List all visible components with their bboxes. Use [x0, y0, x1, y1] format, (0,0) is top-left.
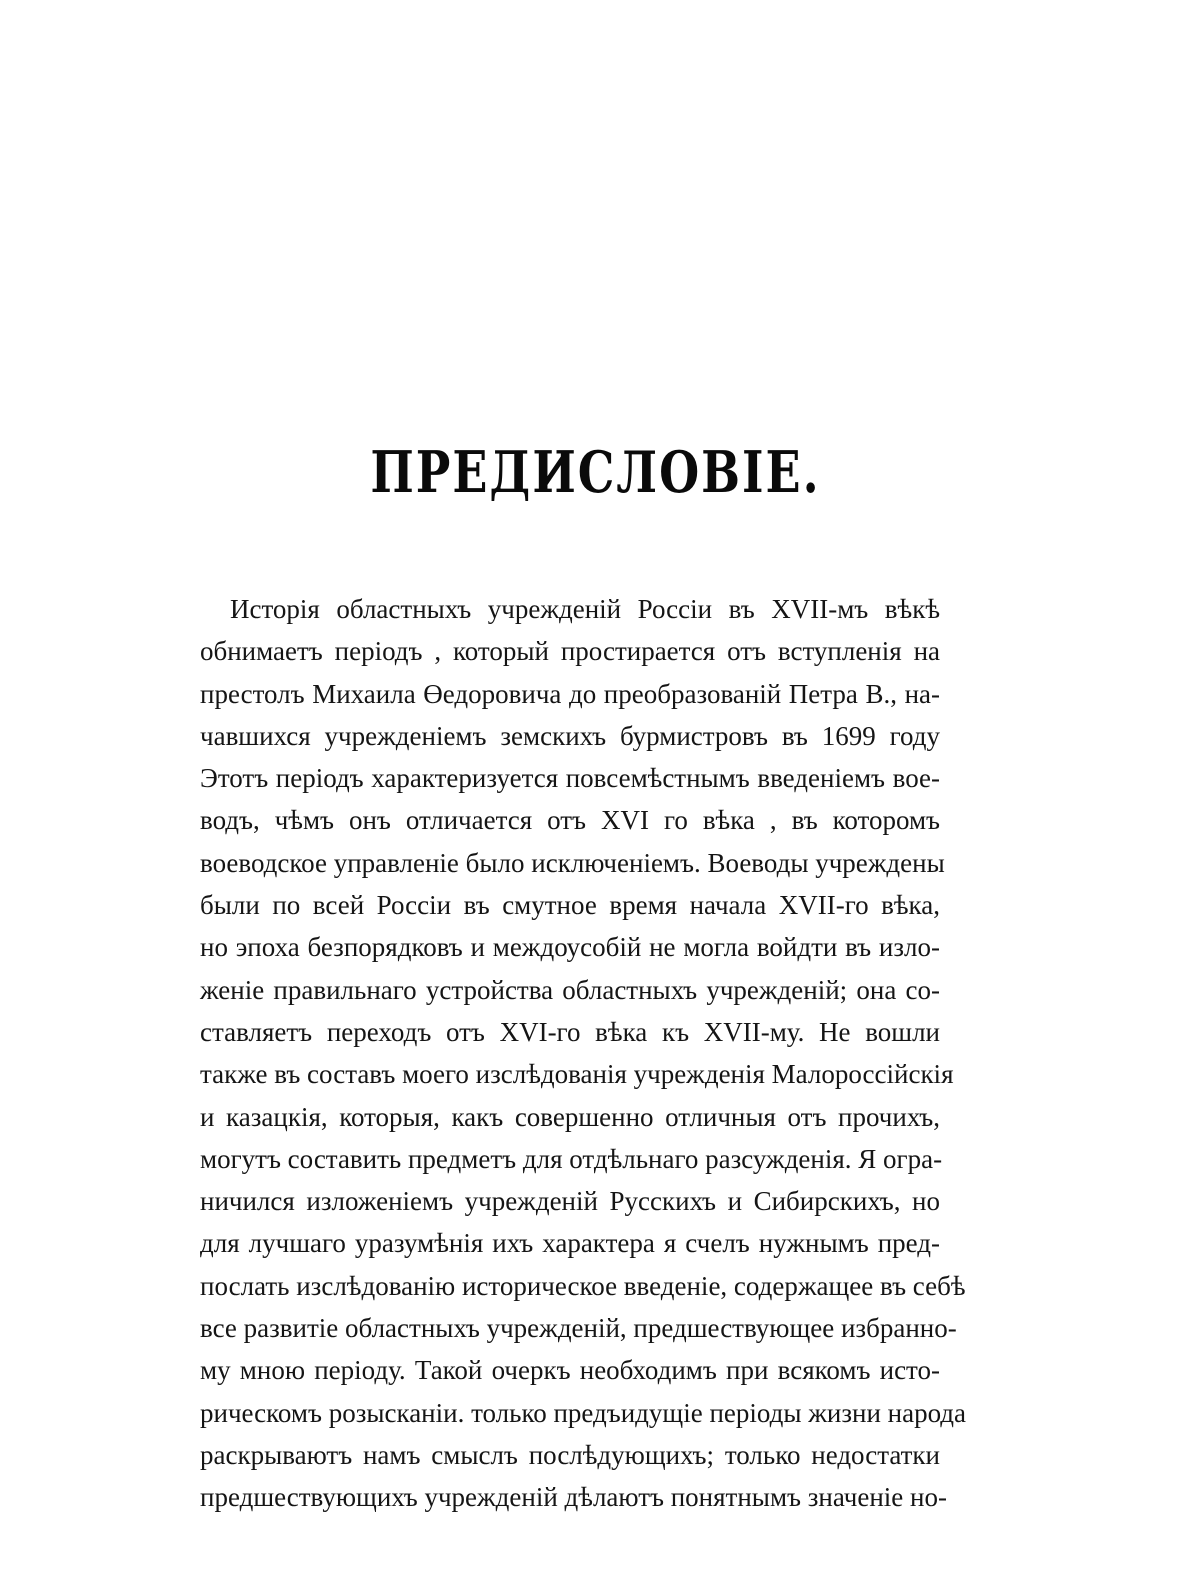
text-line: Исторія областныхъ учрежденій Россіи въ XVII-мъ вѣкѣ [230, 594, 940, 624]
text-line: воеводское управленіе было исключеніемъ. Воеводы учреждены [200, 847, 945, 878]
text-line: предшествующихъ учрежденій дѣлаютъ понятнымъ значеніе но- [200, 1482, 947, 1513]
text-line: также въ составъ моего изслѣдованія учрежденія Малороссійскія [200, 1059, 954, 1090]
text-line: и казацкія, которыя, какъ совершенно отличныя отъ прочихъ, [200, 1101, 940, 1132]
text-line: для лучшаго уразумѣнія ихъ характера я счелъ нужнымъ пред- [200, 1228, 940, 1259]
text-line: но эпоха безпорядковъ и междоусобій не могла войдти въ изло- [200, 932, 940, 963]
text-line: послать изслѣдованію историческое введеніе, содержащее въ себѣ [200, 1270, 966, 1301]
text-line: престолъ Михаила Өедоровича до преобразованій Петра В., на- [200, 678, 940, 709]
text-line: ставляетъ переходъ отъ XVI-го вѣка къ XVII-му. Не вошли [200, 1016, 940, 1047]
text-line: могутъ составить предметъ для отдѣльнаго разсужденія. Я огра- [200, 1143, 943, 1174]
text-line: обнимаетъ періодъ , который простирается отъ вступленія на [200, 636, 940, 667]
text-line: ничился изложеніемъ учрежденій Русскихъ и Сибирскихъ, но [200, 1186, 940, 1217]
text-line: му мною періоду. Такой очеркъ необходимъ при всякомъ исто- [200, 1355, 940, 1386]
text-line: рическомъ розысканіи. только предъидущіе періоды жизни народа [200, 1397, 967, 1428]
preface-text [200, 588, 967, 1519]
text-line: были по всей Россіи въ смутное время начала XVII-го вѣка, [200, 890, 940, 921]
text-line: чавшихся учрежденіемъ земскихъ бурмистровъ въ 1699 году [200, 720, 940, 751]
text-line: раскрываютъ намъ смыслъ послѣдующихъ; только недостатки [200, 1439, 940, 1470]
text-line: Этотъ періодъ характеризуется повсемѣстнымъ введеніемъ вое- [200, 763, 940, 794]
text-line: водъ, чѣмъ онъ отличается отъ XVI го вѣка , въ которомъ [200, 805, 940, 836]
text-line: женіе правильнаго устройства областныхъ учрежденій; она со- [200, 974, 940, 1005]
page-title: ПРЕДИСЛОВІЕ. [370, 438, 821, 506]
text-line: все развитіе областныхъ учрежденій, предшествующее избранно- [200, 1313, 957, 1344]
